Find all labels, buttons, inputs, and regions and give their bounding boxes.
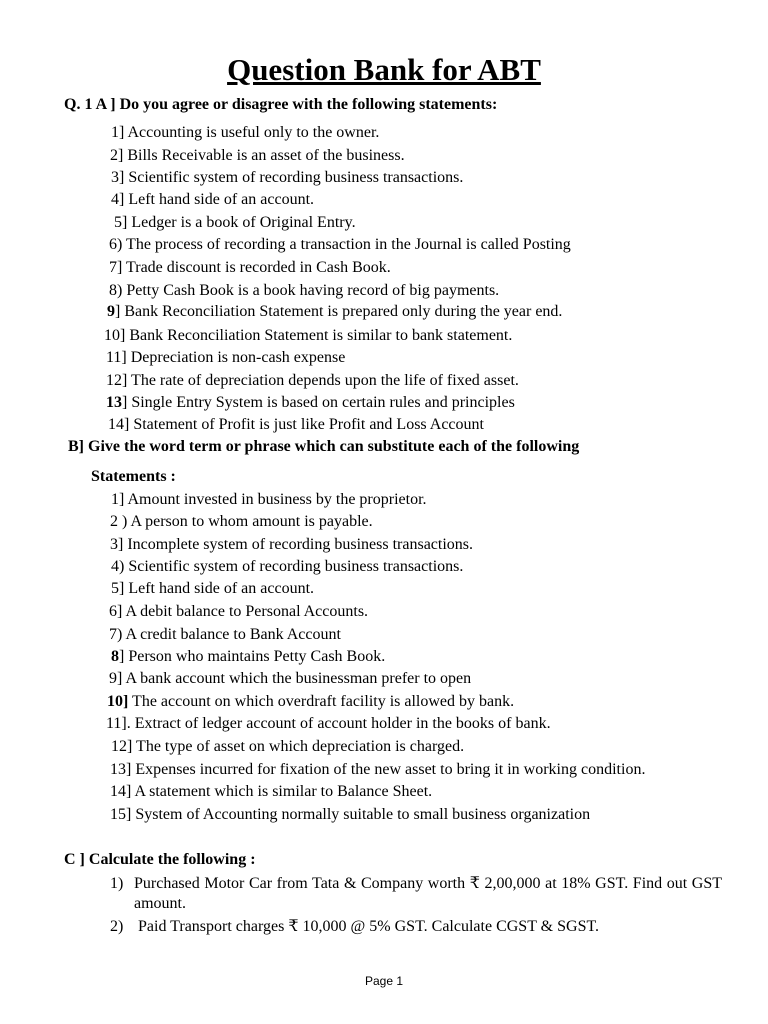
item-text: The process of recording a transaction in the Journal is called Posting [122,236,571,253]
list-item [108,415,484,435]
list-item [106,348,345,368]
item-text: Expenses incurred for fixation of the new asset to bring it in working condition. [131,761,646,778]
item-number: 1] [111,124,125,141]
list-item [106,371,519,391]
list-item [111,123,379,143]
item-number: 4) [111,558,125,575]
section-a-heading: Q. 1 A ] Do you agree or disagree with the following statements: [64,96,498,113]
item-number: 6) [109,236,123,253]
item-text: Amount invested in business by the proprietor. [124,491,427,508]
item-number: 2] [110,147,124,164]
list-item [109,258,391,278]
item-text: Accounting is useful only to the owner. [124,124,380,141]
item-number: 1) [110,875,124,892]
item-text: Trade discount is recorded in Cash Book. [122,259,391,276]
item-text: Statement of Profit is just like Profit and Loss Account [129,416,484,433]
item-number: 4] [111,191,125,208]
item-text: A person to whom amount is payable. [127,513,373,530]
list-item [110,760,645,780]
list-item [111,490,427,510]
item-text: Scientific system of recording business transactions. [124,169,464,186]
page-number: Page 1 [364,974,404,988]
item-text: A bank account which the businessman prefer to open [122,670,472,687]
item-text: Petty Cash Book is a book having record of big payments. [122,282,500,299]
item-text: ] Single Entry System is based on certain rules and principles [122,394,515,411]
item-number: 3] [110,536,124,553]
item-number: 7] [109,259,123,276]
section-b-heading: B] Give the word term or phrase which can substitute each of the following [68,438,580,455]
item-text: ] Bank Reconciliation Statement is prepared only during the year end. [115,303,563,320]
list-item [109,235,571,255]
section-c-heading: C ] Calculate the following : [64,851,256,868]
item-text: The type of asset on which depreciation is charged. [132,738,465,755]
item-number: 12] [106,372,128,389]
list-item [111,579,314,599]
item-number: 7) [109,626,123,643]
item-number: 8) [109,282,123,299]
list-item [104,326,512,346]
item-text: Purchased Motor Car from Tata & Company worth ₹ 2,00,000 at 18% GST. Find out GST amount. [134,875,722,912]
list-item [111,190,314,210]
item-text: Depreciation is non-cash expense [126,349,346,366]
item-text: Extract of ledger account of account holder in the books of bank. [130,715,551,732]
list-item [110,805,590,825]
item-text: Incomplete system of recording business transactions. [123,536,474,553]
item-number: 1] [111,491,125,508]
list-item [110,535,473,555]
item-text: Paid Transport charges ₹ 10,000 @ 5% GST. Calculate CGST & SGST. [138,918,600,935]
page-title: Question Bank for ABT [227,52,541,87]
item-number: 10] [107,693,129,710]
list-item [111,168,463,188]
item-number: 9] [109,670,123,687]
item-text: A credit balance to Bank Account [122,626,341,643]
item-number: 13] [110,761,132,778]
list-item [114,213,356,233]
list-item [111,557,463,577]
item-number: 12] [111,738,133,755]
list-item [109,602,368,622]
section-b-subheading: Statements : [91,468,176,485]
item-text: Ledger is a book of Original Entry. [127,214,356,231]
list-item [109,669,471,689]
item-text: Left hand side of an account. [124,580,315,597]
list-item [109,625,341,645]
item-text: The account on which overdraft facility is allowed by bank. [128,693,515,710]
list-item [110,512,373,532]
list-item [111,737,464,757]
item-number: 5] [111,580,125,597]
list-item [106,393,515,413]
item-number: 9 [107,303,115,320]
item-text: A debit balance to Personal Accounts. [122,603,369,620]
item-text: Bills Receivable is an asset of the business. [123,147,405,164]
item-number: 14] [110,783,132,800]
list-item [110,782,432,802]
item-number: 11]. [106,715,131,732]
list-item [110,917,722,937]
item-number: 13 [106,394,122,411]
item-number: 3] [111,169,125,186]
item-number: 8 [111,648,119,665]
item-text: Bank Reconciliation Statement is similar to bank statement. [125,327,513,344]
list-item [107,692,514,712]
item-number: 6] [109,603,123,620]
list-item [111,647,385,667]
list-item [110,146,405,166]
item-text: ] Person who maintains Petty Cash Book. [119,648,386,665]
list-item [109,281,499,301]
list-item [110,874,722,914]
item-text: The rate of depreciation depends upon the life of fixed asset. [127,372,519,389]
list-item [106,714,551,734]
item-text: System of Accounting normally suitable to small business organization [131,806,591,823]
item-text: Scientific system of recording business transactions. [124,558,464,575]
item-number: 2 ) [110,513,128,530]
item-number: 15] [110,806,132,823]
item-number: 14] [108,416,130,433]
item-number: 10] [104,327,126,344]
item-text: A statement which is similar to Balance Sheet. [131,783,433,800]
item-number: 11] [106,349,127,366]
list-item [107,302,562,322]
item-text: Left hand side of an account. [124,191,315,208]
item-number: 5] [114,214,128,231]
item-number: 2) [110,918,124,935]
